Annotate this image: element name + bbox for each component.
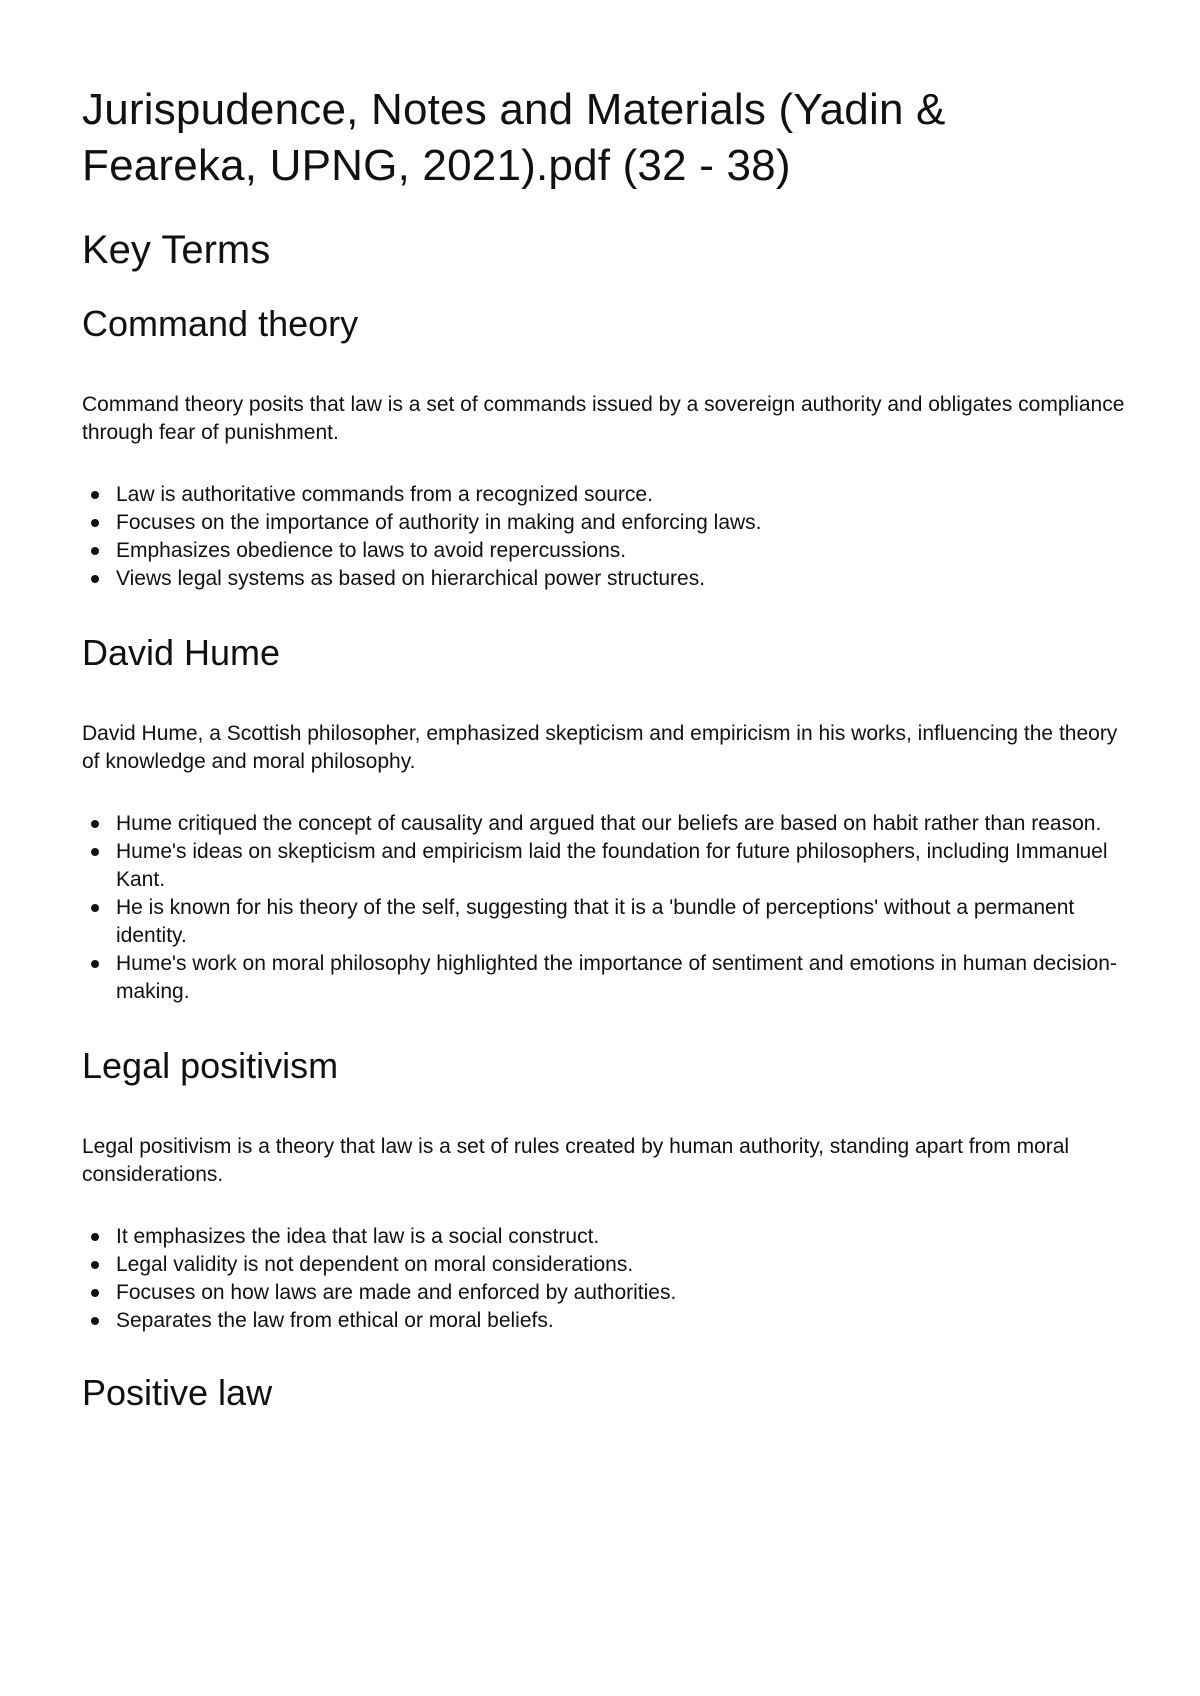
- section-title: Command theory: [82, 303, 359, 344]
- bullet-item: Separates the law from ethical or moral beliefs.: [82, 1307, 1132, 1335]
- bullet-item: Focuses on the importance of authority in making and enforcing laws.: [82, 509, 1132, 537]
- bullet-item: Hume's work on moral philosophy highlighted the importance of sentiment and emotions in human decision-making.: [82, 950, 1132, 1006]
- bullet-item: Emphasizes obedience to laws to avoid repercussions.: [82, 537, 1132, 565]
- section-title: Positive law: [82, 1372, 273, 1413]
- section-david-hume: [82, 631, 1132, 1006]
- bullet-item: Law is authoritative commands from a recognized source.: [82, 481, 1132, 509]
- section-positive-law: [82, 1371, 1132, 1415]
- key-terms-heading: Key Terms: [82, 228, 271, 272]
- bullet-item: Legal validity is not dependent on moral considerations.: [82, 1251, 1132, 1279]
- bullet-list: [82, 1223, 1132, 1335]
- section-description: Legal positivism is a theory that law is a set of rules created by human authority, standing apart from moral considerations.: [82, 1135, 1070, 1186]
- bullet-item: Hume's ideas on skepticism and empiricism laid the foundation for future philosophers, including Immanuel Kant.: [82, 838, 1132, 894]
- section-description: David Hume, a Scottish philosopher, emphasized skepticism and empiricism in his works, influencing the theory of knowledge and moral philosophy.: [82, 722, 1118, 773]
- bullet-item: It emphasizes the idea that law is a social construct.: [82, 1223, 1132, 1251]
- document-page: [82, 82, 1132, 1415]
- section-command-theory: [82, 302, 1132, 593]
- bullet-item: Focuses on how laws are made and enforced by authorities.: [82, 1279, 1132, 1307]
- bullet-item: He is known for his theory of the self, suggesting that it is a 'bundle of perceptions' without a permanent identity.: [82, 894, 1132, 950]
- section-legal-positivism: [82, 1044, 1132, 1335]
- bullet-list: [82, 481, 1132, 593]
- bullet-item: Hume critiqued the concept of causality and argued that our beliefs are based on habit rather than reason.: [82, 810, 1132, 838]
- section-description: Command theory posits that law is a set of commands issued by a sovereign authority and obligates compliance through fear of punishment.: [82, 393, 1125, 444]
- section-title: David Hume: [82, 632, 281, 673]
- section-title: Legal positivism: [82, 1045, 339, 1086]
- document-title: Jurispudence, Notes and Materials (Yadin & Feareka, UPNG, 2021).pdf (32 - 38): [82, 85, 946, 190]
- bullet-list: [82, 810, 1132, 1006]
- bullet-item: Views legal systems as based on hierarchical power structures.: [82, 565, 1132, 593]
